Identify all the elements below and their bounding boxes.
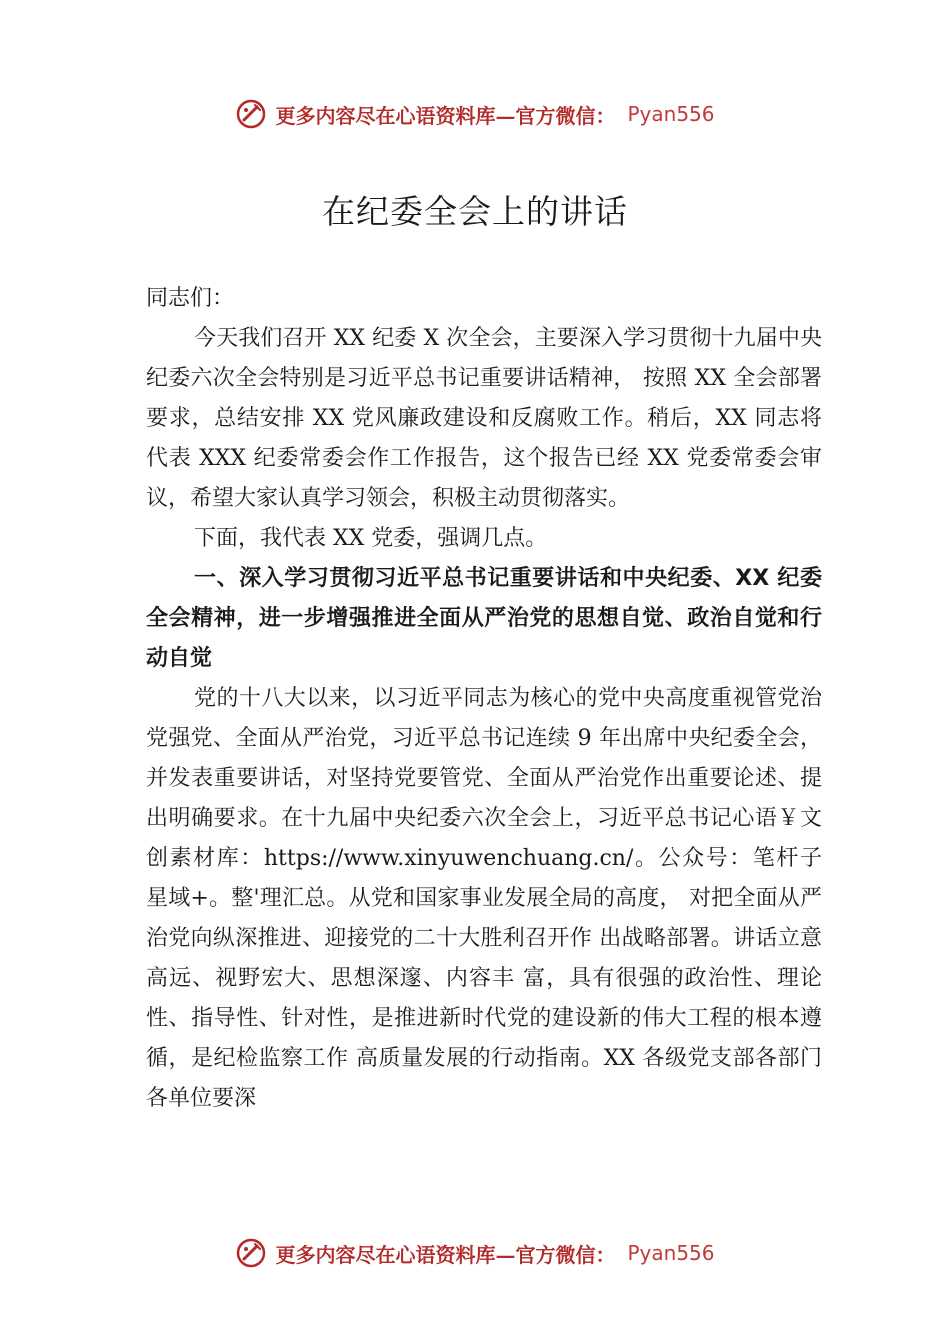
wechat-id: Pyan556 — [627, 102, 715, 126]
salutation: 同志们： — [146, 286, 235, 311]
watermark-text: 更多内容尽在心语资料库—官方微信： — [275, 103, 616, 128]
paragraph-outline: 下面，我代表 XX 党委，强调几点。 — [194, 526, 548, 551]
watermark-header — [0, 94, 950, 134]
brand-logo-icon — [235, 98, 267, 130]
wechat-id: Pyan556 — [627, 1241, 715, 1265]
watermark-footer — [0, 1233, 950, 1273]
section-paragraph: 党的十八大以来，以习近平同志为核心的党中央高度重视管党治党强党、全面从严治党，习近平总书记连续 9 年出席中央纪委全会，并发表重要讲话，对坚持党要管党、全面从严治党作出重要论述、提出明确要求。在十九届中央纪委六次全会上，习近平总书记心语￥文创素材库：https://www.xinyuwenchuang.cn/。公众号：笔杆子星域+。整'理汇总。从党和国家事业发展全局的高度， 对把全面从严治党向纵深推进、迎接党的二十大胜利召开作 出战略部署。讲话立意高远、视野宏大、思想深邃、内容丰 富，具有很强的政治性、理论性、指导性、针对性，是推进新时代党的建设新的伟大工程的根本遵循，是纪检监察工作 高质量发展的行动指南。XX 各级党支部各部门各单位要深 — [146, 686, 822, 1111]
brand-logo-icon — [235, 1237, 267, 1269]
document-title: 在纪委全会上的讲话 — [322, 192, 628, 231]
watermark-text: 更多内容尽在心语资料库—官方微信： — [275, 1242, 616, 1267]
document-body — [146, 279, 822, 1119]
section-heading: 一、深入学习贯彻习近平总书记重要讲话和中央纪委、XX 纪委全会精神，进一步增强推进全面从严治党的思想自觉、政治自觉和行动自觉 — [146, 566, 822, 671]
paragraph-intro: 今天我们召开 XX 纪委 X 次全会，主要深入学习贯彻十九届中央纪委六次全会特别是习近平总书记重要讲话精神， 按照 XX 全会部署要求，总结安排 XX 党风廉政建设和反腐败工作。稍后，XX 同志将代表 XXX 纪委常委会作工作报告，这个报告已经 XX 党委常委会审议，希望大家认真学习领会，积极主动贯彻落实。 — [146, 326, 822, 511]
